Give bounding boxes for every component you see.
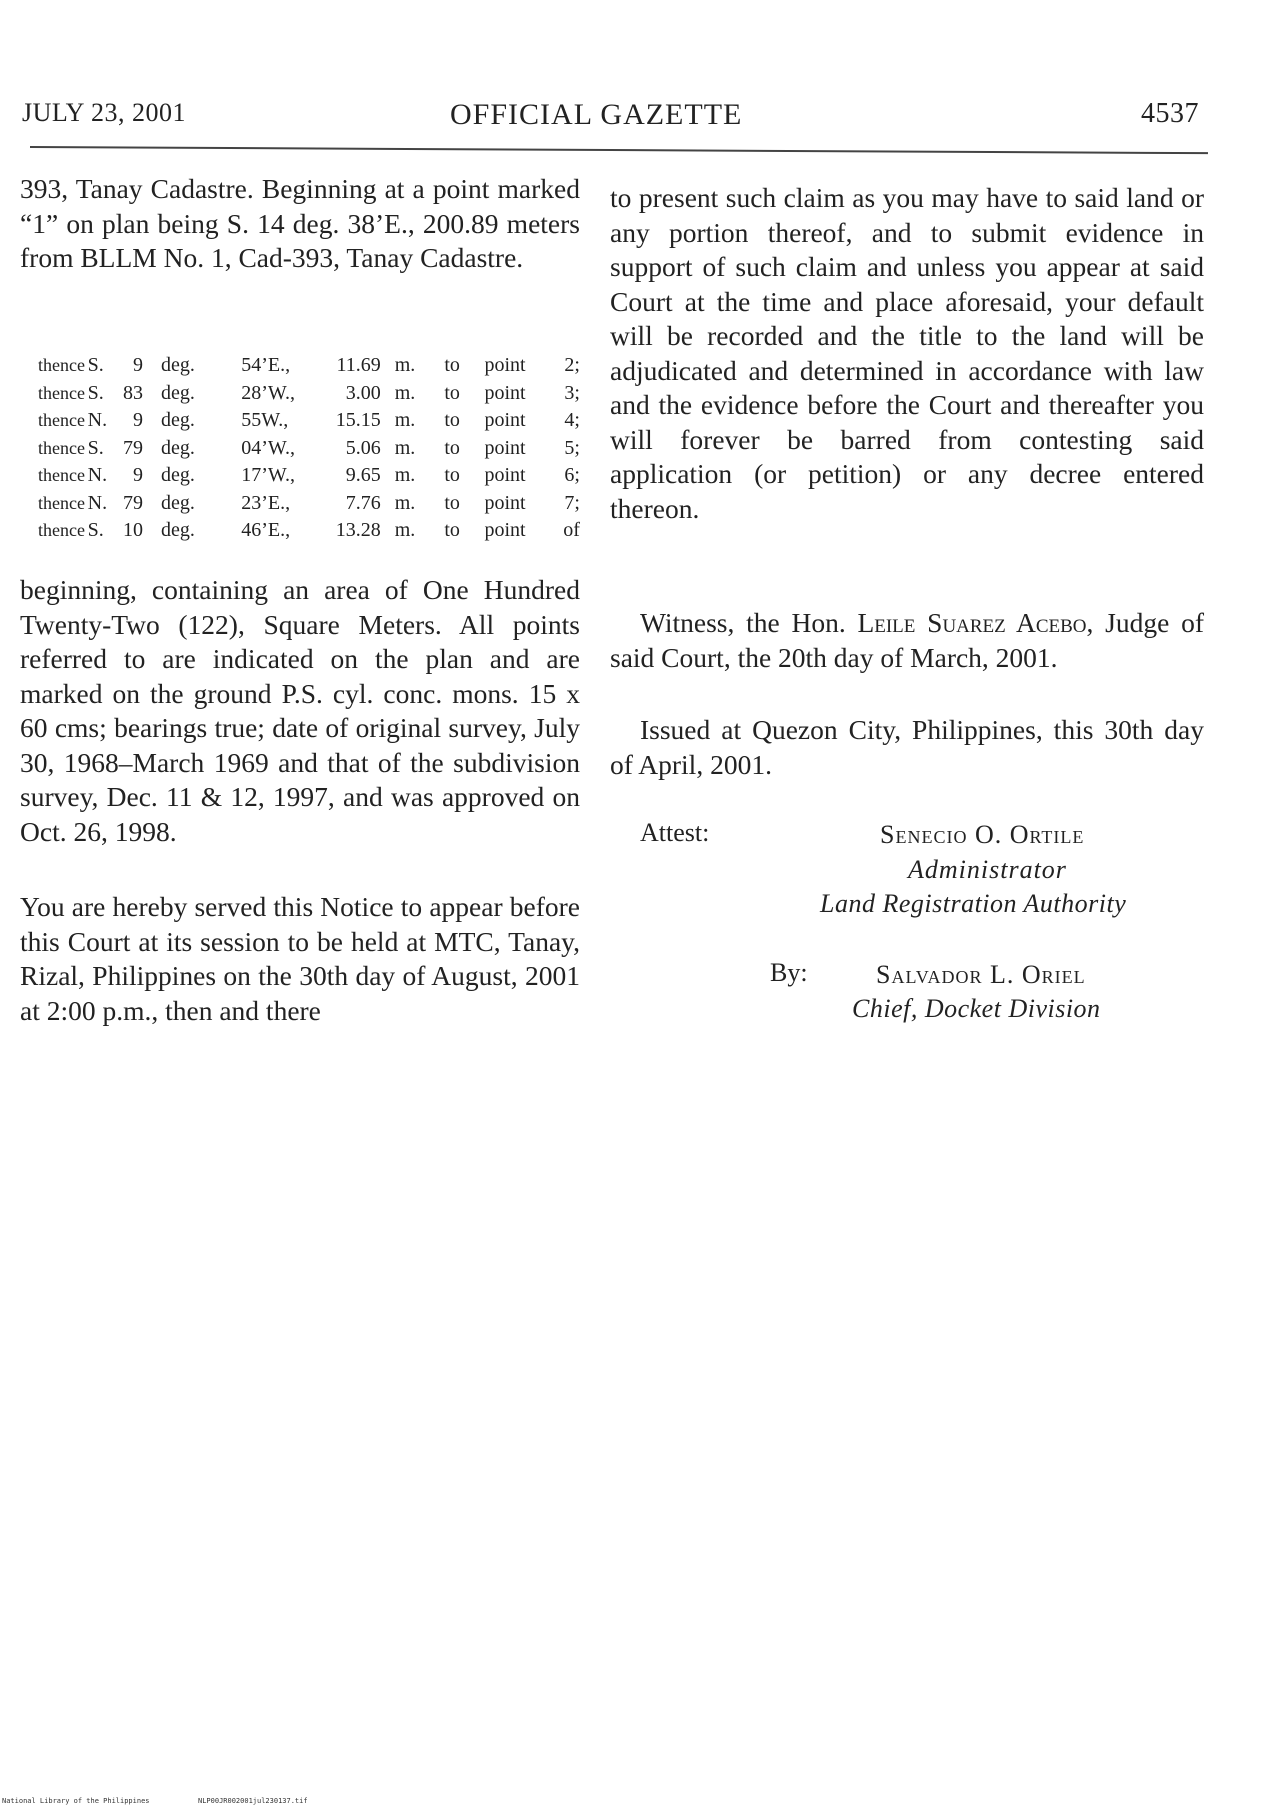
signing-official-title: Chief, Docket Division <box>852 994 1101 1023</box>
bearing-pt: point <box>484 491 526 514</box>
bearing-thence: thence <box>38 520 85 540</box>
bearing-min: 54’E., <box>241 354 291 376</box>
bearing-num: 5; <box>564 436 580 459</box>
bearing-unit: m. <box>394 354 416 376</box>
bearing-to: to <box>444 464 460 486</box>
bearing-row <box>38 407 580 435</box>
footer-source: National Library of the Philippines <box>2 1797 150 1805</box>
bearing-num: 4; <box>564 409 580 431</box>
bearing-dir: S. <box>87 519 104 541</box>
bearing-row <box>38 352 580 380</box>
bearing-deg: 9 <box>133 464 144 486</box>
bearing-deg: 10 <box>123 519 144 541</box>
bearing-len: 15.15 <box>335 409 381 431</box>
bearing-pt: point <box>484 519 526 541</box>
issue-date: JULY 23, 2001 <box>22 98 186 127</box>
bearing-to: to <box>444 381 460 404</box>
bearing-len: 5.06 <box>345 436 381 459</box>
bearing-dir: N. <box>87 491 108 514</box>
right-paragraph-issued: Issued at Quezon City, Philippines, this 30th day of April, 2001. <box>610 714 1204 780</box>
right-paragraph-witness: Witness, the Hon. Leile Suarez Acebo, Judge of said Court, the 20th day of March, 2001. <box>610 607 1204 673</box>
bearing-to: to <box>444 491 460 514</box>
header-rule <box>30 146 1208 154</box>
bearing-deg: 83 <box>123 381 144 404</box>
bearing-num: 6; <box>564 464 580 486</box>
bearing-thence: thence <box>38 437 85 458</box>
attesting-official-name: Senecio O. Ortile <box>880 820 1085 849</box>
judge-name: Leile Suarez Acebo <box>857 607 1087 638</box>
bearing-unit: m. <box>394 491 416 514</box>
bearing-thence: thence <box>38 492 85 513</box>
bearing-thence: thence <box>38 465 85 485</box>
left-paragraph-2: beginning, containing an area of One Hundred Twenty-Two (122), Square Meters. All points referred to are indicated on the plan and are marked on the ground P.S. cyl. conc. mons. 15 x 60 cms; bearings true; date of original survey, July 30, 1968–March 1969 and that of the subdivision survey, Dec. 11 & 12, 1997, and was approved on Oct. 26, 1998. <box>20 574 580 847</box>
bearing-min: 17’W., <box>241 464 295 486</box>
publication-title: OFFICIAL GAZETTE <box>450 98 743 131</box>
bearing-to: to <box>444 409 460 431</box>
bearing-deg-word: deg. <box>161 519 195 541</box>
bearing-thence: thence <box>38 410 85 430</box>
attesting-official-title: Administrator <box>908 855 1067 884</box>
bearing-deg-word: deg. <box>161 436 195 459</box>
page-number: 4537 <box>1141 98 1199 129</box>
bearing-pt: point <box>484 409 526 431</box>
bearing-dir: S. <box>87 354 104 376</box>
signing-official-name: Salvador L. Oriel <box>876 960 1086 989</box>
bearing-deg-word: deg. <box>161 409 195 431</box>
bearing-unit: m. <box>394 381 416 404</box>
bearing-row <box>38 490 580 518</box>
bearing-len: 9.65 <box>345 464 381 486</box>
bearing-dir: N. <box>87 464 108 486</box>
left-paragraph-1: 393, Tanay Cadastre. Beginning at a point marked “1” on plan being S. 14 deg. 38’E., 200.89 meters from BLLM No. 1, Cad-393, Tanay Cadastre. <box>20 173 580 273</box>
bearing-len: 7.76 <box>345 491 381 514</box>
bearing-min: 46’E., <box>241 519 291 541</box>
bearing-min: 23’E., <box>241 491 291 514</box>
bearing-to: to <box>444 354 460 376</box>
bearing-num: 2; <box>564 354 580 376</box>
bearing-deg: 79 <box>123 436 144 459</box>
bearing-unit: m. <box>394 464 416 486</box>
bearing-dir: N. <box>87 409 108 431</box>
attesting-official-agency: Land Registration Authority <box>820 889 1127 918</box>
bearing-pt: point <box>484 436 526 459</box>
bearing-to: to <box>444 436 460 459</box>
bearing-num: 7; <box>564 491 580 514</box>
left-paragraph-3: You are hereby served this Notice to appear before this Court at its session to be held at MTC, Tanay, Rizal, Philippines on the 30th day of August, 2001 at 2:00 p.m., then and there <box>20 891 580 1026</box>
bearing-len: 3.00 <box>345 381 381 404</box>
bearing-num: of <box>563 519 580 541</box>
bearing-unit: m. <box>394 519 416 541</box>
bearing-deg: 9 <box>133 354 144 376</box>
bearing-pt: point <box>484 354 526 376</box>
bearing-thence: thence <box>38 355 85 375</box>
bearing-deg-word: deg. <box>161 381 195 404</box>
bearings-table <box>38 352 580 545</box>
bearing-row <box>38 517 580 545</box>
footer-filename: NLP00JR002001jul230137.tif <box>198 1797 308 1805</box>
bearing-deg: 9 <box>133 409 144 431</box>
bearing-thence: thence <box>38 382 85 403</box>
bearing-min: 04’W., <box>241 436 295 459</box>
bearing-len: 13.28 <box>335 519 381 541</box>
bearing-deg-word: deg. <box>161 464 195 486</box>
bearing-pt: point <box>484 381 526 404</box>
right-paragraph-1: to present such claim as you may have to said land or any portion thereof, and to submit evidence in support of such claim and unless you appear at said Court at the time and place aforesaid, your default will be recorded and the title to the land will be adjudicated and determined in accordance with law and the evidence before the Court and thereafter you will forever be barred from contesting said application (or petition) or any decree entered thereon. <box>610 182 1204 524</box>
bearing-num: 3; <box>564 381 580 404</box>
bearing-deg-word: deg. <box>161 491 195 514</box>
bearing-to: to <box>444 519 460 541</box>
bearing-unit: m. <box>394 436 416 459</box>
bearing-deg-word: deg. <box>161 354 195 376</box>
bearing-row <box>38 462 580 490</box>
bearing-len: 11.69 <box>336 354 381 376</box>
bearing-min: 28’W., <box>241 381 295 404</box>
bearing-row <box>38 435 580 463</box>
bearing-row <box>38 380 580 408</box>
bearing-dir: S. <box>87 436 104 459</box>
bearing-deg: 79 <box>123 491 144 514</box>
bearing-unit: m. <box>394 409 416 431</box>
attest-label: Attest: <box>640 818 710 847</box>
bearing-dir: S. <box>87 381 104 404</box>
bearing-pt: point <box>484 464 526 486</box>
bearing-min: 55W., <box>241 409 289 431</box>
by-label: By: <box>770 958 808 987</box>
